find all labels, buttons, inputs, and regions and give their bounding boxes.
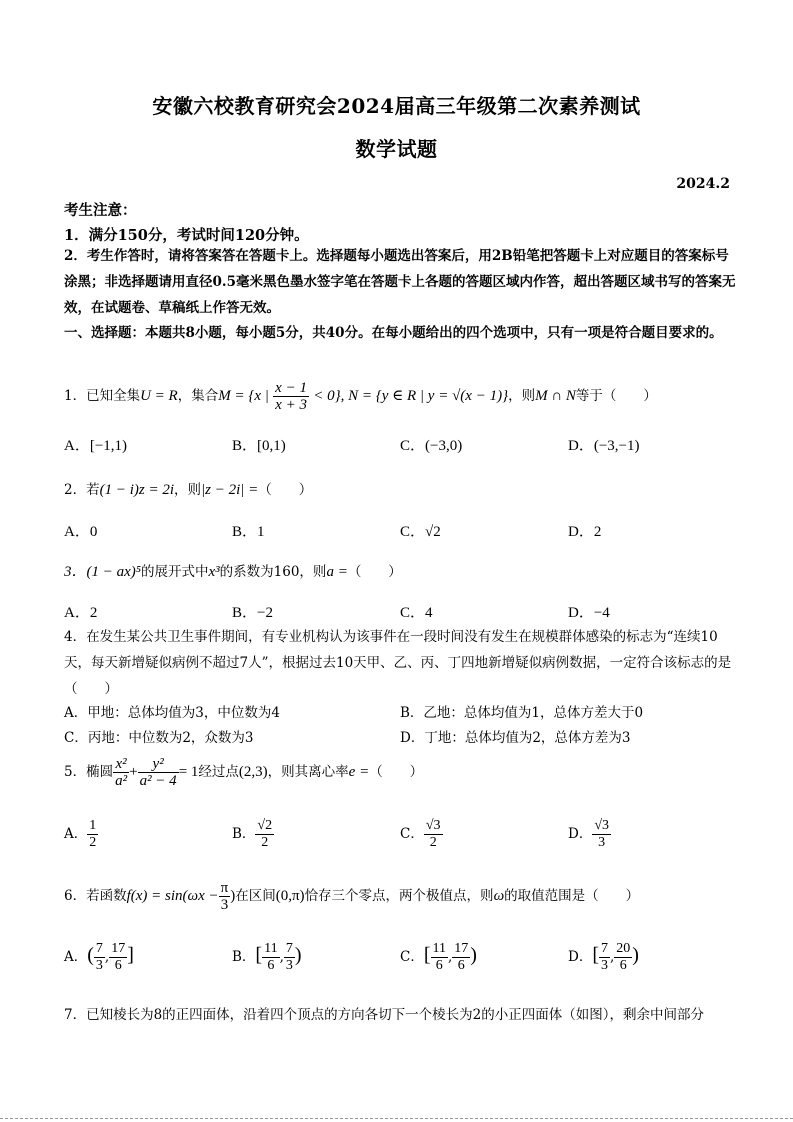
q2-option-c: C．√2 (400, 524, 441, 540)
q1-text: ，则 (508, 388, 536, 404)
q5-eq: = 1 (178, 764, 199, 780)
q1-universal: U = R (140, 388, 178, 404)
q6-num: 17 (111, 941, 126, 956)
q6-bracket: ) (294, 944, 302, 966)
q4-option-d: D．丁地：总体均值为2，总体方差为3 (400, 730, 631, 746)
q6-den: 3 (285, 958, 293, 973)
q6-bracket: ] (127, 944, 134, 966)
q3-expr: x³ (208, 564, 220, 580)
q1-option-b: B．[0,1) (232, 438, 286, 454)
q1-expr: M ∩ N (535, 388, 576, 404)
q1-option-a: A．[−1,1) (64, 438, 128, 454)
q1-text: ，集合 (177, 388, 219, 404)
notice-heading: 考生注意： (64, 202, 137, 219)
q5-opt-num: √2 (257, 818, 273, 833)
q5-option-b (232, 818, 274, 851)
q4-option-c: C．丙地：中位数为2，众数为3 (64, 730, 254, 746)
q6-text: 恰存三个零点，两个极值点，则 (304, 888, 494, 904)
q6-frac (109, 941, 127, 974)
q5-e: e = (348, 764, 370, 780)
q6-close: ) (230, 888, 236, 904)
q3-option-c: C．4 (400, 605, 433, 621)
q6-frac (284, 941, 295, 974)
q4-option-b: B．乙地：总体均值为1，总体方差大于0 (400, 705, 644, 721)
question-7: 7．已知棱长为8的正四面体，沿着四个顶点的方向各切下一个棱长为2的小正四面体（如图），剩余中间部分 (64, 1007, 705, 1023)
q6-den: 6 (435, 958, 443, 973)
q6-frac (452, 941, 470, 974)
q6-text: 在区间 (235, 888, 276, 904)
exam-date: 2024.2 (676, 176, 730, 192)
q1-frac-den: x + 3 (275, 397, 307, 413)
q6-frac (614, 941, 632, 974)
q6-num: 7 (601, 941, 608, 956)
q5-opt-den: 3 (598, 835, 606, 850)
q2-option-d: D．2 (568, 524, 602, 540)
q5-opt-frac (255, 818, 274, 851)
q6-bracket: [ (255, 944, 263, 966)
q2-option-b: B．1 (232, 524, 265, 540)
q6-num: 20 (616, 941, 631, 956)
exam-subtitle: 数学试题 (355, 137, 438, 161)
q1-frac-num: x − 1 (275, 380, 307, 396)
q2-text: ，则 (174, 482, 202, 498)
q6-num: 17 (454, 941, 469, 956)
q5-plus: + (129, 764, 138, 780)
q5-opt-den: 2 (261, 835, 269, 850)
q5-opt-num: √3 (594, 818, 610, 833)
q6-pi-num: π (220, 880, 229, 896)
q5-opt-den: 2 (89, 835, 97, 850)
q3-text: 的系数为160，则 (219, 564, 327, 580)
q6-num: 7 (285, 941, 293, 956)
q6-frac (599, 941, 610, 974)
q3-option-d: D．−4 (568, 605, 610, 621)
q6-num: 7 (95, 941, 103, 956)
q6-text: 的取值范围是（ ） (504, 888, 640, 904)
q6-den: 3 (601, 958, 608, 973)
q6-omega: ω (493, 888, 505, 904)
q6-den: 6 (114, 958, 122, 973)
q4-option-a: A．甲地：总体均值为3，中位数为4 (64, 705, 280, 721)
section-heading: 一、选择题：本题共8小题，每小题5分，共40分。在每小题给出的四个选项中，只有一项是符合题目要求的。 (64, 325, 723, 341)
question-1 (64, 380, 657, 413)
q6-bracket: ) (470, 944, 477, 966)
q6-bracket: ) (632, 944, 639, 966)
q6-den: 6 (619, 958, 627, 973)
q5-frac-den: a² (115, 773, 128, 789)
q6-pi-den: 3 (220, 897, 229, 913)
q5-frac-num: x² (113, 756, 129, 773)
q6-den: 3 (95, 958, 103, 973)
q5-opt-num: √3 (425, 818, 441, 833)
q3-text: （ ） (347, 564, 402, 580)
q6-interval: (0,π) (275, 888, 305, 904)
q3-text: 的展开式中 (141, 564, 209, 580)
q6-option-a: A．( $\frac{7}{3}$ , $\frac{17}{6}$ ] (64, 941, 134, 973)
q3-expr: a = (326, 564, 348, 580)
q5-text: （ ） (369, 764, 424, 780)
q5-opt-den: 2 (429, 835, 437, 850)
q6-pi-frac (219, 880, 231, 913)
q6-num: 11 (264, 941, 278, 956)
q6-frac (431, 941, 448, 974)
q3-expr: 3．(1 − ax)⁵ (64, 564, 141, 580)
q5-point: (2,3) (238, 764, 268, 780)
q5-opt-label: A． (64, 826, 88, 842)
q6-bracket: ( (87, 944, 94, 966)
q6-option-d: D．[ $\frac{7}{3}$ , $\frac{20}{6}$ ) (568, 941, 639, 973)
q5-text: ，则其离心率 (267, 764, 349, 780)
q5-opt-frac (592, 818, 611, 851)
q1-text: 1．已知全集 (64, 388, 141, 404)
q3-option-a: A．2 (64, 605, 98, 621)
q2-expr: (1 − i)z = 2i (99, 482, 175, 498)
q5-opt-label: C． (400, 826, 424, 842)
q6-opt-label: A． (64, 949, 88, 965)
q6-frac (94, 941, 105, 974)
q2-option-a: A．0 (64, 524, 98, 540)
q6-bracket: [ (423, 944, 431, 966)
q6-option-b: B．[ $\frac{11}{6}$ , $\frac{7}{3}$ ) (232, 941, 302, 973)
q6-opt-label: B． (232, 949, 256, 965)
q5-option-c (400, 818, 443, 851)
q5-opt-frac (424, 818, 443, 851)
page-bottom-divider (0, 1118, 793, 1119)
q6-function: f(x) = sin(ωx − (126, 888, 219, 904)
q5-fraction-y (138, 756, 179, 789)
q5-opt-num: 1 (89, 818, 97, 833)
q5-option-a (64, 818, 98, 851)
question-4: 4．在发生某公共卫生事件期间，有专业机构认为该事件在一段时间没有发生在规模群体感染的标志为“连续10天，每天新增疑似病例不超过7人”，根据过去10天甲、乙、丙、丁四地新增疑似病例数据，一定符合该标志的是（ ） (64, 629, 732, 697)
question-6 (64, 880, 639, 913)
q1-set-m: M = {x | (218, 388, 269, 404)
q5-text: 5．椭圆 (64, 764, 114, 780)
q1-fraction (273, 380, 309, 413)
q6-den: 6 (267, 958, 275, 973)
q1-set-n: < 0}, N = {y ∈ R | y = √(x − 1)} (313, 388, 509, 404)
q6-num: 11 (432, 941, 446, 956)
q5-option-d (568, 818, 611, 851)
q3-option-b: B．−2 (232, 605, 273, 621)
exam-title: 安徽六校教育研究会2024届高三年级第二次素养测试 (152, 94, 641, 118)
q2-text: （ ） (258, 482, 313, 498)
q6-opt-label: D． (568, 949, 593, 965)
q5-opt-frac (87, 818, 98, 851)
q2-text: 2．若 (64, 482, 100, 498)
q6-text: 6．若函数 (64, 888, 127, 904)
q1-option-d: D．(−3,−1) (568, 438, 640, 454)
q1-text: 等于（ ） (575, 388, 657, 404)
q6-frac (262, 941, 279, 974)
q1-option-c: C．(−3,0) (400, 438, 463, 454)
notice-item-1: 1．满分150分，考试时间120分钟。 (64, 227, 309, 244)
q5-opt-label: D． (568, 826, 593, 842)
q5-opt-label: B． (232, 826, 256, 842)
question-2 (64, 478, 312, 499)
q6-den: 6 (457, 958, 465, 973)
q6-bracket: [ (592, 944, 599, 966)
q5-fraction-x (113, 756, 129, 789)
question-3 (64, 560, 402, 581)
q5-frac-num: y² (138, 756, 179, 773)
q5-text: 经过点 (198, 764, 239, 780)
q6-opt-label: C． (400, 949, 424, 965)
question-5 (64, 756, 423, 789)
notice-item-2: 2．考生作答时，请将答案答在答题卡上。选择题每小题选出答案后，用2B铅笔把答题卡上对应题目的答案标号涂黑；非选择题请用直径0.5毫米黑色墨水签字笔在答题卡上各题的答题区域内作答，超出答题区域书写的答案无效，在试题卷、草稿纸上作答无效。 (64, 248, 736, 316)
q2-expr: |z − 2i| = (201, 482, 259, 498)
q6-option-c: C．[ $\frac{11}{6}$ , $\frac{17}{6}$ ) (400, 941, 477, 973)
q5-frac-den: a² − 4 (139, 773, 177, 789)
